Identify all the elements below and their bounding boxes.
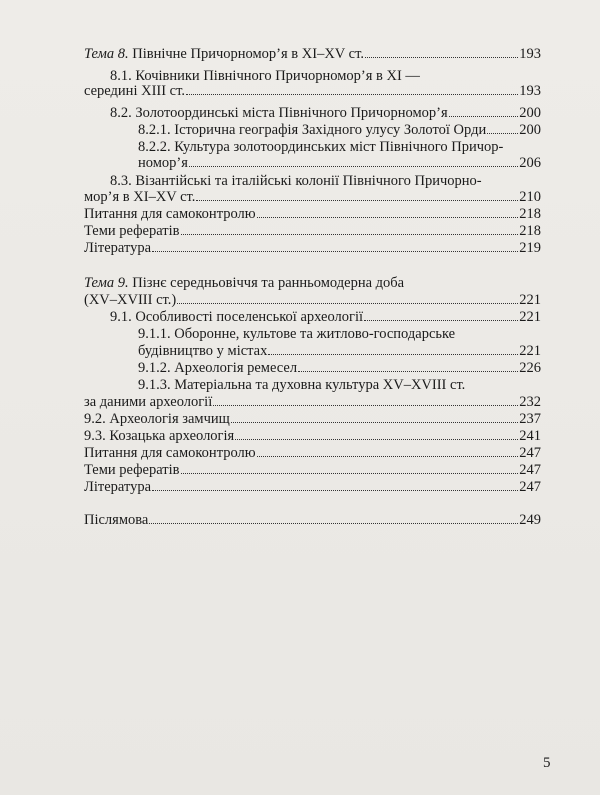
toc-page-number: 210 <box>519 189 541 205</box>
toc-entry-title: Пізнє середньовіччя та ранньомодерна доба <box>128 275 405 291</box>
leader-dots <box>365 56 518 58</box>
toc-entry-title: Література <box>84 240 152 256</box>
toc-page-number: 247 <box>519 462 541 478</box>
topic-label: Тема 8. <box>84 46 129 62</box>
toc-entry-title: 8.2. Золотоординські міста Північного Причорномор’я <box>110 105 448 121</box>
toc-page-number: 237 <box>519 411 541 427</box>
toc-entry-title: мор’я в XI–XV ст. <box>84 189 196 205</box>
leader-dots <box>189 165 518 167</box>
toc-entry-title: будівництво у містах <box>138 343 268 359</box>
leader-dots <box>149 522 518 524</box>
toc-entry-title: Питання для самоконтролю <box>84 445 256 461</box>
leader-dots <box>177 302 518 304</box>
leader-dots <box>213 404 518 406</box>
toc-entry-title: Теми рефератів <box>84 223 180 239</box>
toc-entry-8-1[interactable] <box>84 81 541 101</box>
toc-page-number: 206 <box>519 155 541 171</box>
toc-entry-title: 9.3. Козацька археологія <box>84 428 235 444</box>
toc-entry-8-2-2[interactable] <box>138 153 541 173</box>
leader-dots <box>487 132 518 134</box>
leader-dots <box>152 489 518 491</box>
leader-dots <box>181 233 519 235</box>
leader-dots <box>364 319 518 321</box>
toc-entry-8-2-2-line1: 8.2.2. Культура золотоординських міст Північного Причор- <box>138 139 504 155</box>
toc-entry-topic-8[interactable] <box>84 44 541 64</box>
toc-page-number: 193 <box>519 46 541 62</box>
toc-page-number: 247 <box>519 479 541 495</box>
toc-entry-8-1-line1: 8.1. Кочівники Північного Причорномор’я в XI — <box>110 68 420 84</box>
leader-dots <box>235 438 518 440</box>
toc-entry-title: Питання для самоконтролю <box>84 206 256 222</box>
leader-dots <box>298 370 518 372</box>
toc-page-number: 249 <box>519 512 541 528</box>
leader-dots <box>268 353 518 355</box>
toc-entry-8-3-line1: 8.3. Візантійські та італійські колонії Північного Причорно- <box>110 173 482 189</box>
toc-entry-title: номор’я <box>138 155 188 171</box>
toc-entry-title: Післямова <box>84 512 149 528</box>
leader-dots <box>152 250 518 252</box>
toc-page-number: 219 <box>519 240 541 256</box>
toc-entry-afterword[interactable] <box>84 510 541 530</box>
toc-page-number: 221 <box>519 292 541 308</box>
toc-page-number: 218 <box>519 223 541 239</box>
toc-page-number: 247 <box>519 445 541 461</box>
toc-entry-title: середині XIII ст. <box>84 83 185 99</box>
toc-page-number: 221 <box>519 343 541 359</box>
toc-entry-9-literature[interactable] <box>84 477 541 497</box>
toc-page-number: 241 <box>519 428 541 444</box>
toc-entry-title: 9.1.2. Археологія ремесел <box>138 360 298 376</box>
toc-page-number: 226 <box>519 360 541 376</box>
leader-dots <box>257 455 519 457</box>
leader-dots <box>186 93 518 95</box>
toc-entry-title: Північне Причорномор’я в XI–XV ст. <box>128 46 364 62</box>
toc-entry-9-1-1-line1: 9.1.1. Оборонне, культове та житлово-господарське <box>138 326 456 342</box>
toc-entry-title: за даними археології <box>84 394 213 410</box>
page-number: 5 <box>543 755 551 771</box>
leader-dots <box>449 115 519 117</box>
toc-page-number: 193 <box>519 83 541 99</box>
toc-page-number: 232 <box>519 394 541 410</box>
leader-dots <box>181 472 519 474</box>
toc-entry-title: 8.2.1. Історична географія Західного улусу Золотої Орди <box>138 122 487 138</box>
leader-dots <box>257 216 519 218</box>
toc-page-number: 221 <box>519 309 541 325</box>
toc-entry-9-1-3-line1: 9.1.3. Матеріальна та духовна культура XV–XVIII ст. <box>138 377 466 393</box>
toc-entry-title: 9.2. Археологія замчищ <box>84 411 230 427</box>
toc-page-number: 218 <box>519 206 541 222</box>
toc-entry-title: (XV–XVIII ст.) <box>84 292 177 308</box>
leader-dots <box>231 421 518 423</box>
toc-page-number: 200 <box>519 122 541 138</box>
leader-dots <box>196 199 518 201</box>
toc-entry-title: Теми рефератів <box>84 462 180 478</box>
toc-entry-title: 9.1. Особливості поселенської археології <box>110 309 363 325</box>
toc-entry-8-literature[interactable] <box>84 238 541 258</box>
toc-page-number: 200 <box>519 105 541 121</box>
topic-label: Тема 9. <box>84 275 129 291</box>
toc-entry-title: Література <box>84 479 152 495</box>
